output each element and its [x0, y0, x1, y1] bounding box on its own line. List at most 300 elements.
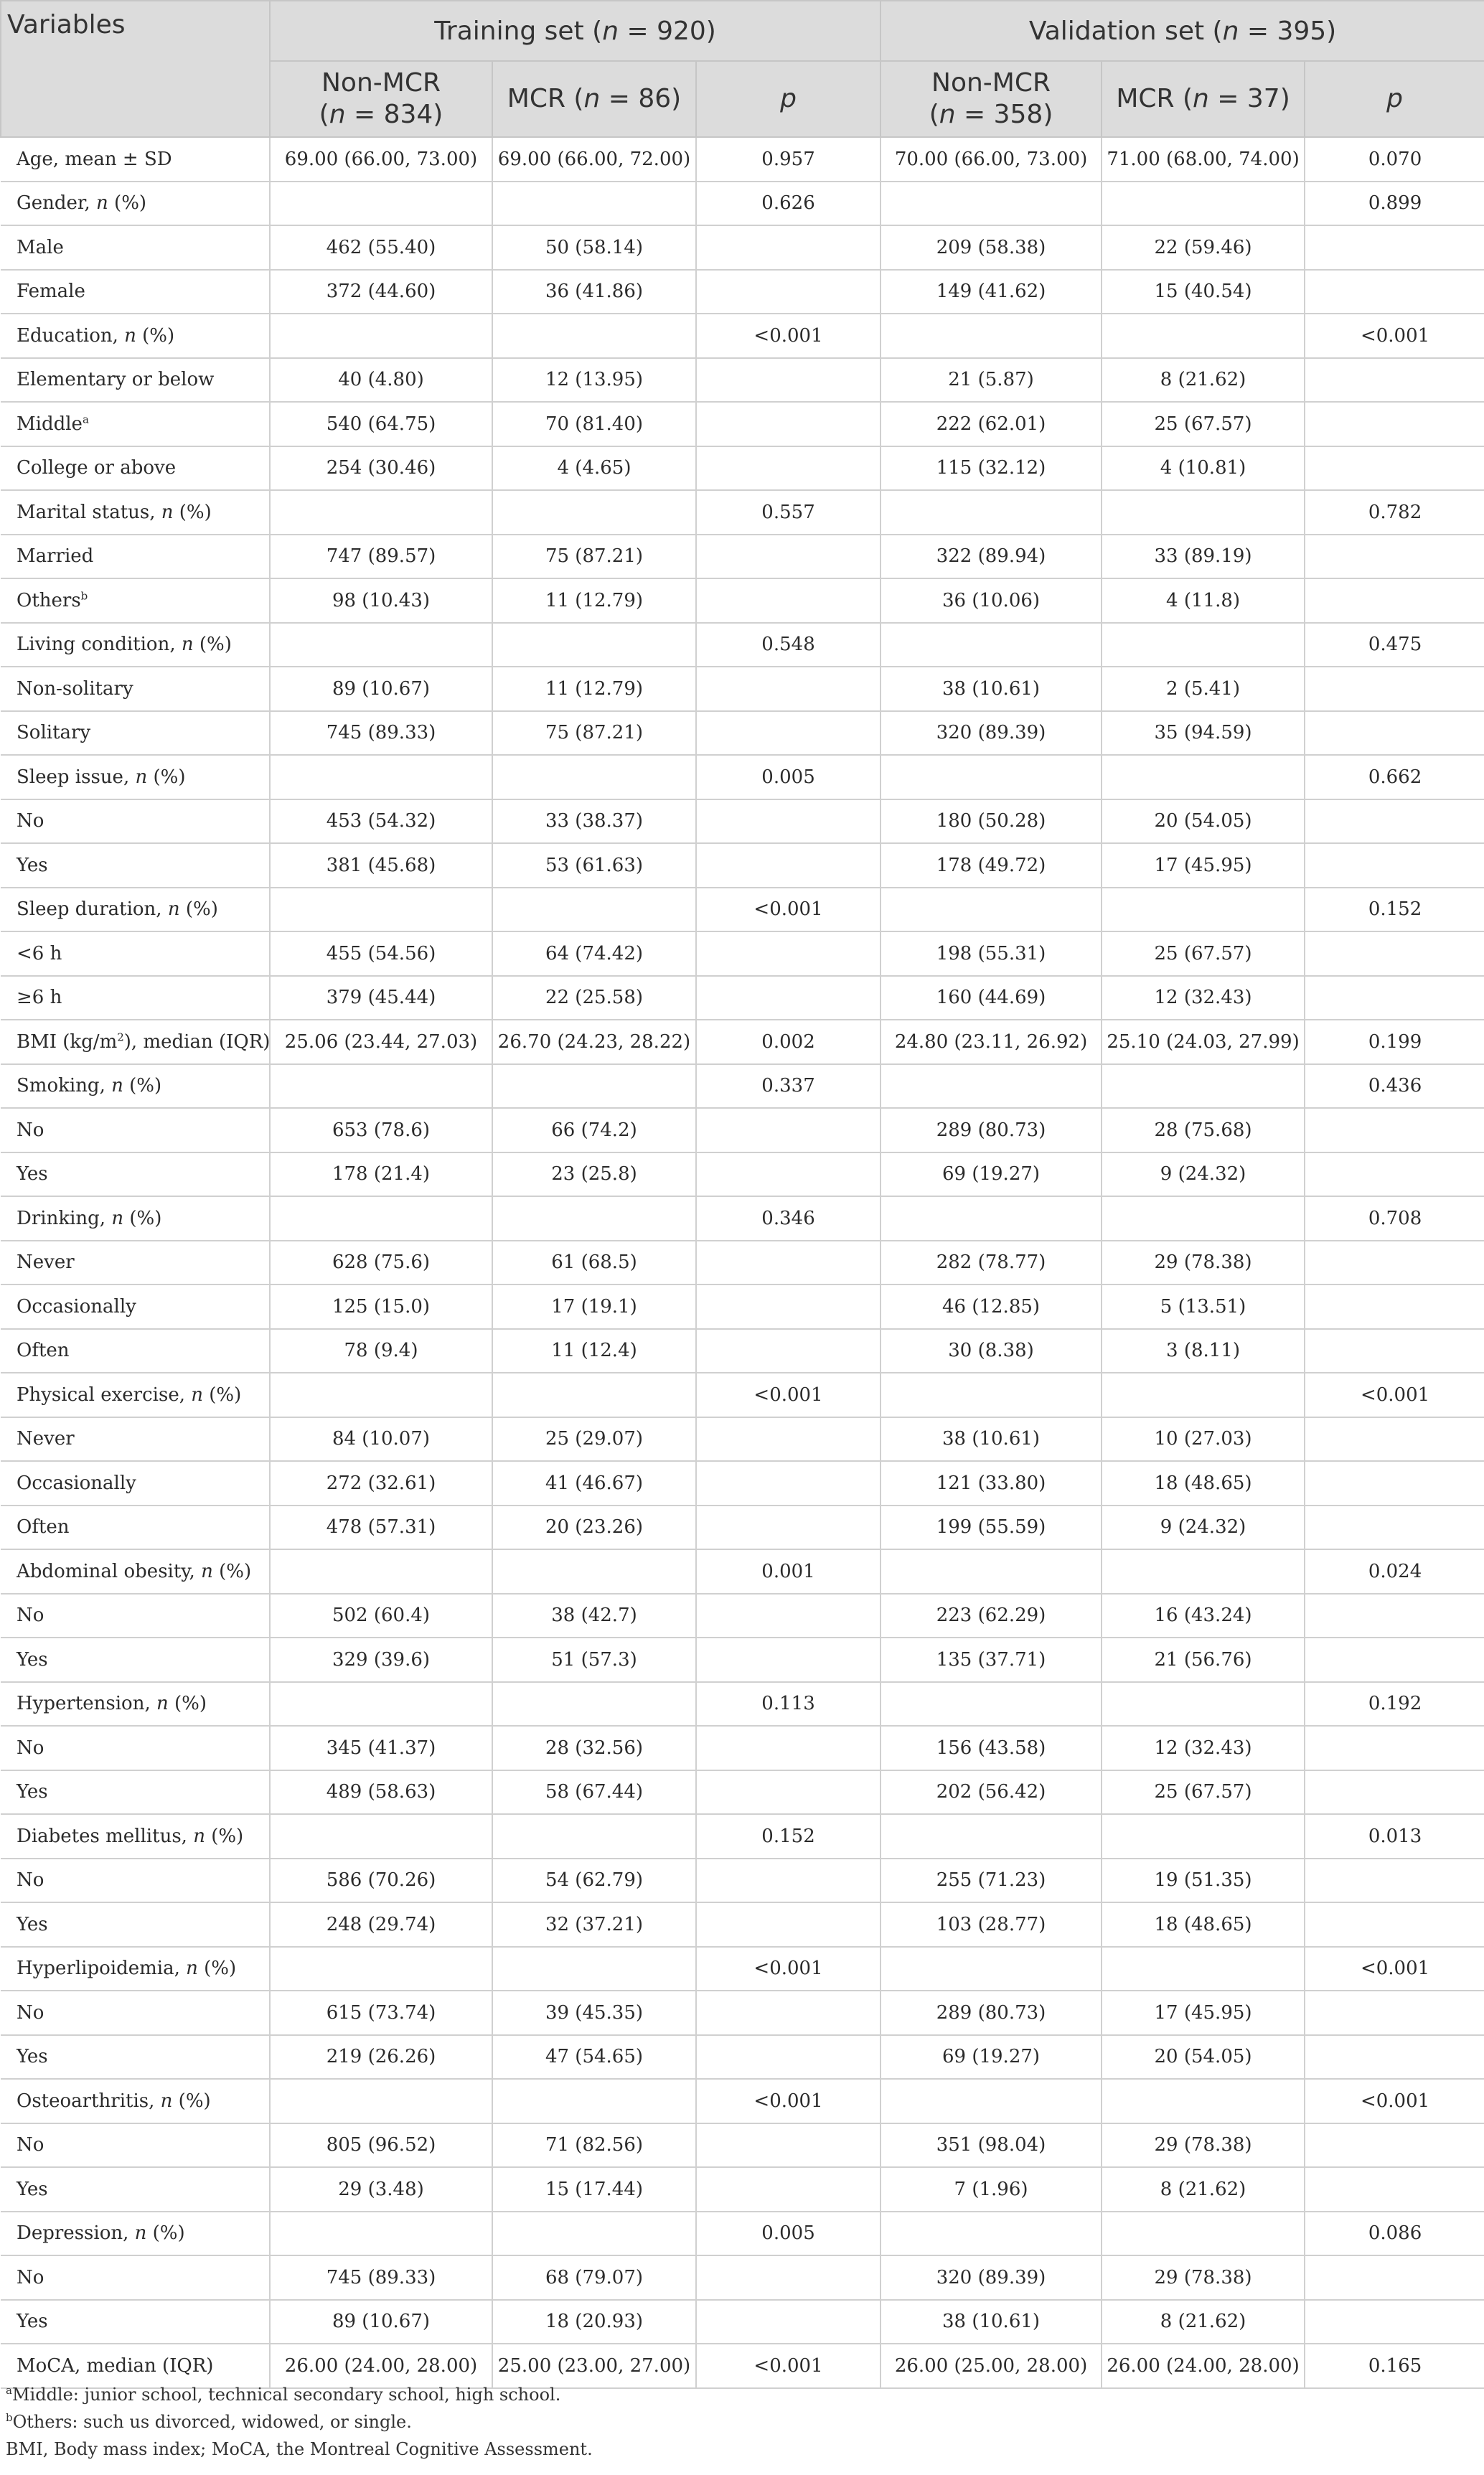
cell-validation-non-mcr — [880, 623, 1102, 667]
cell-training-non-mcr — [270, 1196, 492, 1241]
subheader-n-label: n — [583, 84, 601, 113]
cell-training-p: 0.626 — [696, 182, 880, 226]
cell-validation-non-mcr: 70.00 (66.00, 73.00) — [880, 137, 1102, 182]
cell-validation-non-mcr — [880, 755, 1102, 799]
row-label — [1, 2035, 270, 2080]
cell-validation-p — [1305, 1726, 1484, 1770]
row-label-text: Education, — [17, 324, 125, 347]
row-label-text: Abdominal obesity, — [17, 1560, 202, 1582]
cell-validation-mcr: 17 (45.95) — [1102, 843, 1305, 888]
row-label — [1, 1947, 270, 1991]
row-label — [1, 270, 270, 314]
cell-validation-p — [1305, 225, 1484, 270]
cell-validation-non-mcr — [880, 2212, 1102, 2256]
cell-validation-mcr: 71.00 (68.00, 74.00) — [1102, 137, 1305, 182]
cell-validation-mcr: 18 (48.65) — [1102, 1461, 1305, 1506]
cell-training-non-mcr: 372 (44.60) — [270, 270, 492, 314]
cell-validation-non-mcr: 21 (5.87) — [880, 358, 1102, 403]
cell-training-mcr: 12 (13.95) — [492, 358, 696, 403]
cell-validation-mcr: 9 (24.32) — [1102, 1506, 1305, 1550]
header-training-n: n — [602, 16, 619, 46]
cell-training-p: 0.113 — [696, 1682, 880, 1727]
table-header — [1, 1, 1484, 137]
subheader-p-label: p — [1386, 84, 1403, 113]
cell-training-mcr — [492, 2212, 696, 2256]
table-row — [1, 1859, 1484, 1903]
cell-validation-p — [1305, 1991, 1484, 2035]
cell-training-non-mcr: 747 (89.57) — [270, 535, 492, 579]
table-row — [1, 402, 1484, 446]
cell-training-non-mcr: 489 (58.63) — [270, 1770, 492, 1815]
cell-validation-p — [1305, 2167, 1484, 2212]
cell-training-non-mcr — [270, 182, 492, 226]
cell-training-p — [696, 1902, 880, 1947]
cell-training-mcr: 25.00 (23.00, 27.00) — [492, 2344, 696, 2388]
cell-validation-p: 0.070 — [1305, 137, 1484, 182]
row-label-tail: (%) — [173, 501, 212, 523]
table-row — [1, 931, 1484, 976]
cell-training-mcr: 18 (20.93) — [492, 2300, 696, 2344]
table-row — [1, 2035, 1484, 2080]
cell-validation-p — [1305, 1594, 1484, 1638]
row-label — [1, 358, 270, 403]
cell-training-p — [696, 2300, 880, 2344]
row-label — [1, 1594, 270, 1638]
table-row — [1, 1241, 1484, 1285]
table-row — [1, 2300, 1484, 2344]
cell-validation-non-mcr: 289 (80.73) — [880, 1991, 1102, 2035]
footnote — [6, 2436, 593, 2463]
table-row — [1, 711, 1484, 756]
cell-training-non-mcr: 178 (21.4) — [270, 1152, 492, 1197]
row-label-text: No — [17, 1605, 44, 1627]
cell-training-mcr: 53 (61.63) — [492, 843, 696, 888]
row-label — [1, 1196, 270, 1241]
cell-validation-non-mcr: 46 (12.85) — [880, 1285, 1102, 1329]
row-label-text: College or above — [17, 457, 177, 479]
cell-validation-non-mcr: 24.80 (23.11, 26.92) — [880, 1020, 1102, 1064]
table-row — [1, 1682, 1484, 1727]
cell-validation-p — [1305, 1770, 1484, 1815]
row-label-n: n — [156, 1693, 169, 1715]
cell-training-non-mcr: 29 (3.48) — [270, 2167, 492, 2212]
cell-validation-p — [1305, 1902, 1484, 1947]
cell-validation-non-mcr — [880, 1196, 1102, 1241]
cell-validation-non-mcr: 115 (32.12) — [880, 446, 1102, 491]
table-row — [1, 578, 1484, 623]
cell-training-non-mcr: 540 (64.75) — [270, 402, 492, 446]
table-row — [1, 1417, 1484, 1462]
cell-training-non-mcr — [270, 2212, 492, 2256]
cell-training-mcr: 64 (74.42) — [492, 931, 696, 976]
cell-training-p: 0.001 — [696, 1549, 880, 1594]
row-label-text: No — [17, 2134, 44, 2156]
cell-training-non-mcr: 745 (89.33) — [270, 711, 492, 756]
cell-validation-non-mcr: 209 (58.38) — [880, 225, 1102, 270]
cell-training-non-mcr: 615 (73.74) — [270, 1991, 492, 2035]
cell-training-non-mcr: 25.06 (23.44, 27.03) — [270, 1020, 492, 1064]
cell-training-mcr — [492, 1682, 696, 1727]
cell-validation-mcr — [1102, 1682, 1305, 1727]
cell-training-non-mcr: 40 (4.80) — [270, 358, 492, 403]
cell-validation-non-mcr: 135 (37.71) — [880, 1638, 1102, 1682]
cell-validation-mcr: 8 (21.62) — [1102, 358, 1305, 403]
cell-training-p: <0.001 — [696, 1373, 880, 1417]
row-label-text: Depression, — [17, 2222, 135, 2245]
row-label-text: BMI (kg/m — [17, 1030, 118, 1053]
row-label — [1, 623, 270, 667]
table-row — [1, 888, 1484, 932]
cell-training-non-mcr: 653 (78.6) — [270, 1108, 492, 1152]
row-label — [1, 799, 270, 844]
cell-validation-non-mcr: 160 (44.69) — [880, 976, 1102, 1020]
cell-validation-p: 0.708 — [1305, 1196, 1484, 1241]
row-label-tail: (%) — [123, 1207, 162, 1229]
subheader-n-label: n — [939, 100, 956, 129]
cell-training-mcr — [492, 1549, 696, 1594]
table-row — [1, 2123, 1484, 2168]
cell-validation-p: 0.013 — [1305, 1814, 1484, 1859]
cell-validation-mcr: 25 (67.57) — [1102, 1770, 1305, 1815]
cell-training-mcr: 20 (23.26) — [492, 1506, 696, 1550]
cell-validation-non-mcr: 26.00 (25.00, 28.00) — [880, 2344, 1102, 2388]
row-label — [1, 1726, 270, 1770]
cell-validation-mcr: 29 (78.38) — [1102, 1241, 1305, 1285]
row-label-text: Yes — [17, 1913, 48, 1935]
row-label — [1, 137, 270, 182]
row-label-text: Middle — [17, 413, 83, 435]
cell-training-p: <0.001 — [696, 2344, 880, 2388]
cell-validation-p — [1305, 1152, 1484, 1197]
cell-validation-mcr: 8 (21.62) — [1102, 2167, 1305, 2212]
cell-training-non-mcr: 254 (30.46) — [270, 446, 492, 491]
cell-validation-non-mcr: 289 (80.73) — [880, 1108, 1102, 1152]
cell-validation-non-mcr: 320 (89.39) — [880, 2255, 1102, 2300]
cell-validation-p — [1305, 270, 1484, 314]
cell-validation-non-mcr: 156 (43.58) — [880, 1726, 1102, 1770]
cell-training-mcr: 11 (12.79) — [492, 578, 696, 623]
cell-training-mcr: 11 (12.4) — [492, 1329, 696, 1373]
cell-training-p: <0.001 — [696, 2079, 880, 2123]
cell-validation-non-mcr: 121 (33.80) — [880, 1461, 1102, 1506]
cell-validation-mcr: 25 (67.57) — [1102, 402, 1305, 446]
row-label — [1, 535, 270, 579]
cell-validation-p: 0.662 — [1305, 755, 1484, 799]
cell-validation-non-mcr: 69 (19.27) — [880, 2035, 1102, 2080]
cell-training-p — [696, 535, 880, 579]
row-label-text: Physical exercise, — [17, 1384, 192, 1406]
row-label — [1, 1461, 270, 1506]
row-label-tail: (%) — [147, 766, 186, 788]
row-label-text: Yes — [17, 1781, 48, 1803]
cell-validation-mcr — [1102, 2212, 1305, 2256]
cell-validation-non-mcr — [880, 1814, 1102, 1859]
cell-validation-p: 0.165 — [1305, 2344, 1484, 2388]
cell-training-p — [696, 931, 880, 976]
cell-training-p — [696, 2035, 880, 2080]
cell-validation-p — [1305, 799, 1484, 844]
cell-validation-mcr: 2 (5.41) — [1102, 667, 1305, 711]
cell-validation-p: <0.001 — [1305, 2079, 1484, 2123]
row-label-text: Solitary — [17, 722, 91, 744]
cell-training-mcr — [492, 755, 696, 799]
cell-validation-mcr: 17 (45.95) — [1102, 1991, 1305, 2035]
cell-validation-mcr — [1102, 1064, 1305, 1109]
row-label-text: Sleep issue, — [17, 766, 136, 788]
cell-training-p — [696, 1594, 880, 1638]
row-label-n: n — [167, 898, 180, 921]
subheader-n-value: = 37) — [1208, 84, 1290, 113]
cell-training-mcr: 25 (29.07) — [492, 1417, 696, 1462]
cell-training-p — [696, 711, 880, 756]
row-label-tail: (%) — [146, 2222, 185, 2245]
cell-training-mcr: 71 (82.56) — [492, 2123, 696, 2168]
cell-validation-mcr: 15 (40.54) — [1102, 270, 1305, 314]
cell-validation-non-mcr: 351 (98.04) — [880, 2123, 1102, 2168]
table-row — [1, 2167, 1484, 2212]
subheader-n-label: n — [1193, 84, 1209, 113]
cell-validation-non-mcr: 149 (41.62) — [880, 270, 1102, 314]
row-label-text: No — [17, 2266, 44, 2288]
row-label-tail: (%) — [193, 634, 232, 656]
row-label-text: Never — [17, 1428, 75, 1450]
subheader-n-value: = 358) — [955, 100, 1053, 129]
cell-validation-mcr — [1102, 1373, 1305, 1417]
cell-validation-non-mcr: 322 (89.94) — [880, 535, 1102, 579]
row-label — [1, 1902, 270, 1947]
row-label-superscript: b — [80, 589, 88, 603]
cell-training-non-mcr — [270, 1947, 492, 1991]
row-label-text: MoCA, median (IQR) — [17, 2354, 214, 2377]
cell-validation-mcr: 8 (21.62) — [1102, 2300, 1305, 2344]
cell-validation-non-mcr — [880, 1373, 1102, 1417]
cell-validation-non-mcr: 255 (71.23) — [880, 1859, 1102, 1903]
row-label-text: Elementary or below — [17, 369, 215, 391]
cell-training-non-mcr: 628 (75.6) — [270, 1241, 492, 1285]
cell-training-p — [696, 358, 880, 403]
cell-training-mcr: 47 (54.65) — [492, 2035, 696, 2080]
row-label — [1, 2212, 270, 2256]
cell-validation-non-mcr — [880, 1064, 1102, 1109]
cell-training-p — [696, 1991, 880, 2035]
cell-validation-mcr — [1102, 1947, 1305, 1991]
subheader-validation-non-mcr — [880, 61, 1102, 137]
cell-validation-non-mcr — [880, 1947, 1102, 1991]
table-row — [1, 1285, 1484, 1329]
subheader-p-label: p — [780, 84, 797, 113]
table-row — [1, 1549, 1484, 1594]
footnote-marker: b — [6, 2411, 13, 2424]
cell-training-p — [696, 667, 880, 711]
row-label-n: n — [161, 501, 174, 523]
cell-validation-mcr — [1102, 755, 1305, 799]
cell-validation-mcr: 20 (54.05) — [1102, 2035, 1305, 2080]
cell-training-mcr: 17 (19.1) — [492, 1285, 696, 1329]
table-row — [1, 1329, 1484, 1373]
footnote-marker: a — [6, 2384, 12, 2397]
cell-validation-non-mcr: 178 (49.72) — [880, 843, 1102, 888]
row-label-n: n — [186, 1958, 198, 1980]
table-row — [1, 1373, 1484, 1417]
row-label-text: Living condition, — [17, 634, 182, 656]
cell-training-p — [696, 1461, 880, 1506]
row-label — [1, 2167, 270, 2212]
row-label — [1, 490, 270, 535]
row-label-tail: (%) — [172, 2090, 211, 2112]
cell-validation-mcr: 4 (10.81) — [1102, 446, 1305, 491]
cell-training-mcr: 39 (45.35) — [492, 1991, 696, 2035]
row-label-text: Female — [17, 281, 85, 303]
cell-training-p — [696, 1770, 880, 1815]
footnotes — [6, 2381, 593, 2463]
subheader-n-value: = 86) — [600, 84, 682, 113]
cell-training-p: 0.337 — [696, 1064, 880, 1109]
row-label-text: Yes — [17, 2046, 48, 2068]
cell-validation-p — [1305, 667, 1484, 711]
cell-validation-mcr: 18 (48.65) — [1102, 1902, 1305, 1947]
cell-training-mcr: 70 (81.40) — [492, 402, 696, 446]
cell-training-non-mcr: 248 (29.74) — [270, 1902, 492, 1947]
cell-training-mcr — [492, 888, 696, 932]
cell-validation-p — [1305, 446, 1484, 491]
cell-training-p — [696, 2167, 880, 2212]
cell-training-mcr: 28 (32.56) — [492, 1726, 696, 1770]
cell-training-p — [696, 799, 880, 844]
cell-training-p: <0.001 — [696, 1947, 880, 1991]
header-validation-set — [880, 1, 1484, 61]
table-row — [1, 535, 1484, 579]
cell-validation-non-mcr: 38 (10.61) — [880, 2300, 1102, 2344]
cell-training-mcr — [492, 2079, 696, 2123]
row-label-text: Yes — [17, 2178, 48, 2200]
header-validation-n-value: = 395) — [1239, 16, 1337, 46]
cell-validation-mcr: 35 (94.59) — [1102, 711, 1305, 756]
row-label-text: No — [17, 810, 44, 832]
cell-training-p — [696, 1152, 880, 1197]
cell-training-mcr — [492, 623, 696, 667]
cell-validation-p — [1305, 1241, 1484, 1285]
subheader-n-label: n — [329, 100, 346, 129]
row-label — [1, 182, 270, 226]
cell-validation-p: 0.436 — [1305, 1064, 1484, 1109]
table-row — [1, 446, 1484, 491]
table-row — [1, 314, 1484, 358]
header-training-n-value: = 920) — [619, 16, 716, 46]
cell-training-mcr — [492, 1947, 696, 1991]
header-training-label: Training set ( — [434, 16, 603, 46]
cell-training-mcr: 26.70 (24.23, 28.22) — [492, 1020, 696, 1064]
row-label-n: n — [160, 2090, 173, 2112]
row-label-tail: (%) — [179, 898, 218, 921]
cell-training-mcr: 68 (79.07) — [492, 2255, 696, 2300]
row-label — [1, 888, 270, 932]
cell-training-p — [696, 1726, 880, 1770]
cell-training-non-mcr: 379 (45.44) — [270, 976, 492, 1020]
cell-validation-non-mcr — [880, 182, 1102, 226]
cell-training-mcr — [492, 314, 696, 358]
row-label-text: Occasionally — [17, 1472, 136, 1494]
table-row — [1, 843, 1484, 888]
cell-validation-mcr: 4 (11.8) — [1102, 578, 1305, 623]
footnote-text: Middle: junior school, technical secondary school, high school. — [11, 2385, 561, 2405]
row-label — [1, 1373, 270, 1417]
cell-validation-p — [1305, 1417, 1484, 1462]
cell-validation-mcr: 12 (32.43) — [1102, 1726, 1305, 1770]
row-label — [1, 1859, 270, 1903]
cell-training-p — [696, 402, 880, 446]
table-row — [1, 182, 1484, 226]
cell-training-non-mcr: 89 (10.67) — [270, 2300, 492, 2344]
cell-validation-mcr: 28 (75.68) — [1102, 1108, 1305, 1152]
table-row — [1, 2212, 1484, 2256]
cell-training-non-mcr: 219 (26.26) — [270, 2035, 492, 2080]
cell-training-non-mcr — [270, 1064, 492, 1109]
row-label — [1, 667, 270, 711]
cell-training-mcr — [492, 1814, 696, 1859]
subheader-training-mcr — [492, 61, 696, 137]
row-label — [1, 1285, 270, 1329]
row-label — [1, 1417, 270, 1462]
row-label-text: No — [17, 1869, 44, 1892]
table-row — [1, 1064, 1484, 1109]
table-row — [1, 799, 1484, 844]
cell-validation-p: 0.899 — [1305, 182, 1484, 226]
table-row — [1, 490, 1484, 535]
table-row — [1, 755, 1484, 799]
cell-validation-mcr — [1102, 2079, 1305, 2123]
cell-training-mcr: 61 (68.5) — [492, 1241, 696, 1285]
cell-training-non-mcr — [270, 2079, 492, 2123]
cell-training-non-mcr: 125 (15.0) — [270, 1285, 492, 1329]
table-row — [1, 137, 1484, 182]
table-row — [1, 1770, 1484, 1815]
row-label-tail: (%) — [108, 192, 147, 215]
row-label-text: Often — [17, 1340, 70, 1362]
cell-training-non-mcr — [270, 1549, 492, 1594]
cell-validation-mcr: 22 (59.46) — [1102, 225, 1305, 270]
cell-validation-non-mcr: 282 (78.77) — [880, 1241, 1102, 1285]
subheader-validation-p — [1305, 61, 1484, 137]
cell-training-non-mcr: 586 (70.26) — [270, 1859, 492, 1903]
table-row — [1, 976, 1484, 1020]
cell-validation-p: 0.086 — [1305, 2212, 1484, 2256]
row-label-text: Gender, — [17, 192, 97, 215]
cell-training-non-mcr: 805 (96.52) — [270, 2123, 492, 2168]
cell-training-mcr: 69.00 (66.00, 72.00) — [492, 137, 696, 182]
cell-validation-p — [1305, 976, 1484, 1020]
cell-validation-mcr: 9 (24.32) — [1102, 1152, 1305, 1197]
cell-validation-non-mcr: 103 (28.77) — [880, 1902, 1102, 1947]
cell-validation-non-mcr: 223 (62.29) — [880, 1594, 1102, 1638]
cell-validation-non-mcr: 7 (1.96) — [880, 2167, 1102, 2212]
cell-training-p: 0.152 — [696, 1814, 880, 1859]
subheader-group-label: Non-MCR — [321, 68, 441, 98]
header-variables: Variables — [1, 1, 270, 137]
footnote — [6, 2408, 593, 2436]
row-label-text: No — [17, 1119, 44, 1141]
cell-training-p: 0.548 — [696, 623, 880, 667]
cell-training-mcr: 22 (25.58) — [492, 976, 696, 1020]
cell-training-mcr: 41 (46.67) — [492, 1461, 696, 1506]
row-label-tail: (%) — [202, 1384, 242, 1406]
row-label — [1, 931, 270, 976]
cell-validation-mcr: 29 (78.38) — [1102, 2255, 1305, 2300]
table-row — [1, 1152, 1484, 1197]
cell-training-non-mcr — [270, 1682, 492, 1727]
row-label — [1, 1241, 270, 1285]
row-label-text: ≥6 h — [17, 987, 62, 1009]
row-label — [1, 314, 270, 358]
